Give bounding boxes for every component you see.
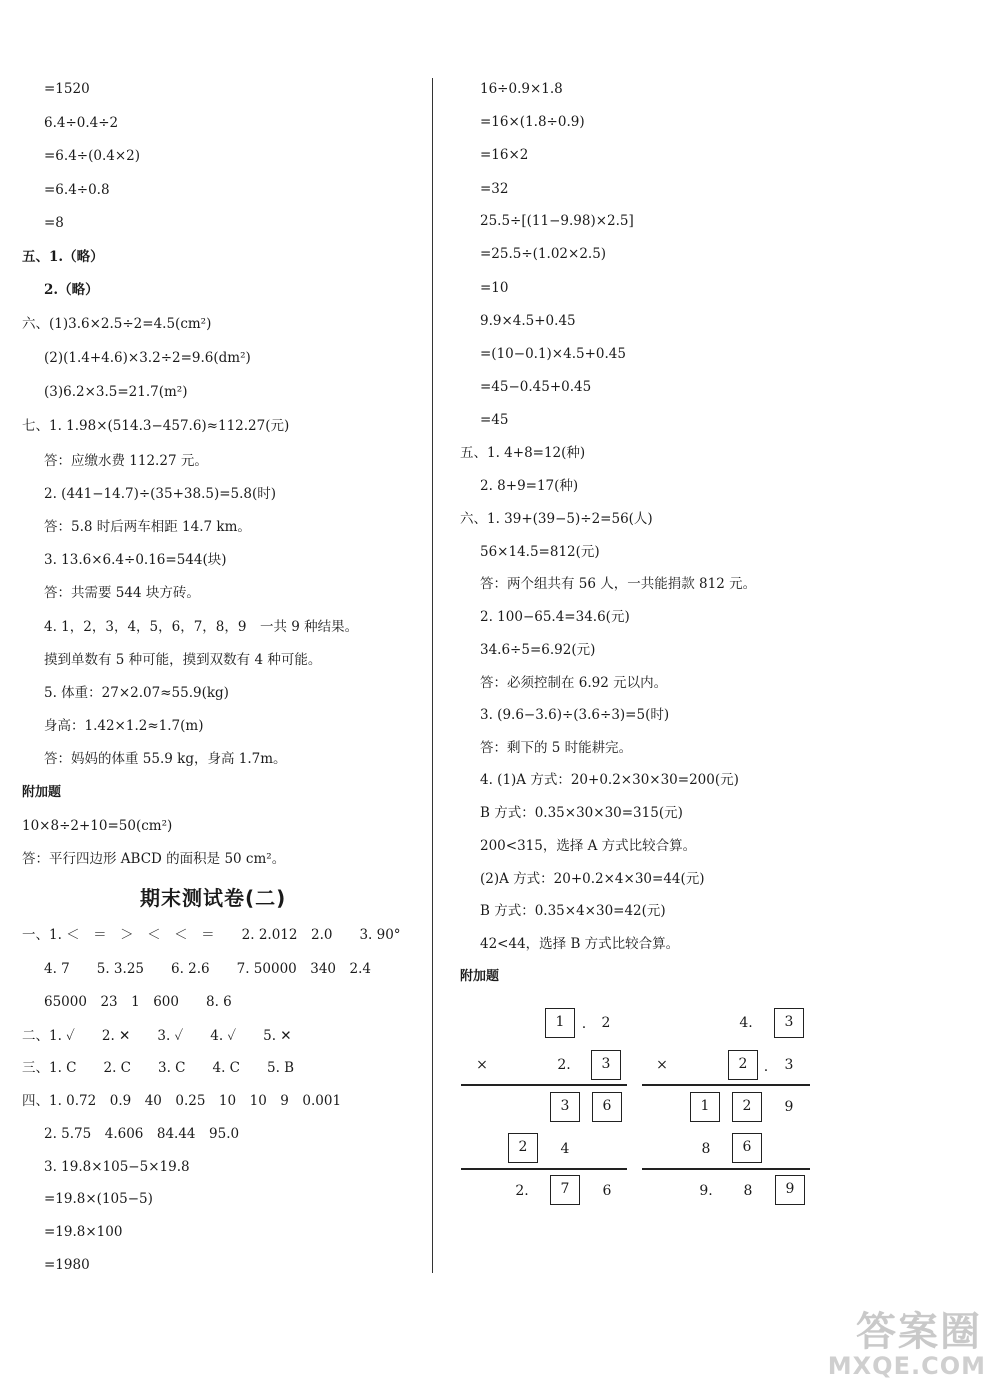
answer-line: 答：必须控制在 6.92 元以内。 xyxy=(480,675,668,691)
blank-box: 9 xyxy=(775,1175,805,1205)
part-4-line-5: =19.8×100 xyxy=(44,1224,123,1240)
section-5-item-2: 2.（略） xyxy=(44,282,99,298)
digit: 8 xyxy=(701,1141,711,1157)
section-6-item-1: 六、(1)3.6×2.5÷2=4.5(cm²) xyxy=(22,316,212,332)
part-3-line: 三、1. C 2. C 3. C 4. C 5. B xyxy=(22,1060,295,1076)
section-6-item-2: 2. 100−65.4=34.6(元) xyxy=(480,609,630,625)
text-line: =8 xyxy=(44,215,64,231)
text-line: =10 xyxy=(480,280,509,296)
answer-line: 答：平行四边形 ABCD 的面积是 50 cm²。 xyxy=(22,851,286,867)
digit: 9. xyxy=(699,1183,713,1199)
exam-title: 期末测试卷(二) xyxy=(140,886,287,910)
part-1-line-1: 一、1. ＜ ＝ ＞ ＜ ＜ ＝ 2. 2.012 2.0 3. 90° xyxy=(22,927,401,943)
part-4-line-3: 3. 19.8×105−5×19.8 xyxy=(44,1159,190,1175)
blank-box: 2 xyxy=(508,1133,538,1163)
rule-line xyxy=(642,1084,810,1086)
extra-question-heading: 附加题 xyxy=(460,969,500,984)
text-line: =25.5÷(1.02×2.5) xyxy=(480,246,607,262)
text-line: 摸到单数有 5 种可能，摸到双数有 4 种可能。 xyxy=(44,652,322,668)
section-6-item-2: (2)(1.4+4.6)×3.2÷2=9.6(dm²) xyxy=(44,350,251,366)
blank-box: 6 xyxy=(732,1133,762,1163)
text-line: =(10−0.1)×4.5+0.45 xyxy=(480,346,626,362)
digit: 3 xyxy=(784,1057,794,1073)
section-5-item-2: 2. 8+9=17(种) xyxy=(480,478,579,494)
blank-box: 1 xyxy=(545,1008,575,1038)
text-line: =6.4÷0.8 xyxy=(44,182,110,198)
part-4-line-1: 四、1. 0.72 0.9 40 0.25 10 10 9 0.001 xyxy=(22,1093,342,1109)
answer-line: 答：两个组共有 56 人，一共能捐款 812 元。 xyxy=(480,576,757,592)
section-5-item-1: 五、1. 4+8=12(种) xyxy=(460,445,586,461)
text-line: =45−0.45+0.45 xyxy=(480,379,592,395)
times-sign: × xyxy=(656,1057,668,1073)
column-divider xyxy=(432,78,433,1273)
text-line: 16÷0.9×1.8 xyxy=(480,81,563,97)
section-7-item-2: 2. (441−14.7)÷(35+38.5)=5.8(时) xyxy=(44,486,277,502)
section-6-item-1: 六、1. 39+(39−5)÷2=56(人) xyxy=(460,511,653,527)
section-7-item-4: 4. 1，2，3，4，5，6，7，8，9 一共 9 种结果。 xyxy=(44,619,359,635)
text-line: =1520 xyxy=(44,81,90,97)
blank-box: 1 xyxy=(690,1092,720,1122)
text-line: 9.9×4.5+0.45 xyxy=(480,313,576,329)
answer-line: 答：共需要 544 块方砖。 xyxy=(44,585,200,601)
answer-line: 答：妈妈的体重 55.9 kg，身高 1.7m。 xyxy=(44,751,287,767)
blank-box: 3 xyxy=(591,1050,621,1080)
text-line: B 方式：0.35×4×30=42(元) xyxy=(480,903,666,919)
digit: 8 xyxy=(743,1183,753,1199)
rule-line xyxy=(461,1084,627,1086)
text-line: 42<44，选择 B 方式比较合算。 xyxy=(480,936,680,952)
text-line: =32 xyxy=(480,181,509,197)
rule-line xyxy=(642,1168,810,1170)
section-6-item-4: 4. (1)A 方式：20+0.2×30×30=200(元) xyxy=(480,772,739,788)
part-4-line-4: =19.8×(105−5) xyxy=(44,1191,153,1207)
text-line: 10×8÷2+10=50(cm²) xyxy=(22,818,173,834)
rule-line xyxy=(461,1168,627,1170)
text-line: 25.5÷[(11−9.98)×2.5] xyxy=(480,213,634,229)
digit: 6 xyxy=(602,1183,612,1199)
blank-box: 7 xyxy=(550,1175,580,1205)
text-line: (2)A 方式：20+0.2×4×30=44(元) xyxy=(480,871,705,887)
section-5-item-1: 五、1.（略） xyxy=(22,249,104,265)
section-7-item-3: 3. 13.6×6.4÷0.16=544(块) xyxy=(44,552,227,568)
times-sign: × xyxy=(476,1057,488,1073)
answer-line: 答：5.8 时后两车相距 14.7 km。 xyxy=(44,519,251,535)
digit: 4 xyxy=(560,1141,570,1157)
text-line: =16×2 xyxy=(480,147,529,163)
watermark-text: 答案圈 xyxy=(856,1309,982,1355)
section-7-item-5: 5. 体重：27×2.07≈55.9(kg) xyxy=(44,685,229,701)
part-1-line-3: 65000 23 1 600 8. 6 xyxy=(44,994,232,1010)
watermark-url: MXQE.COM xyxy=(827,1352,986,1380)
part-1-line-2: 4. 7 5. 3.25 6. 2.6 7. 50000 340 2.4 xyxy=(44,961,371,977)
text-line: =6.4÷(0.4×2) xyxy=(44,148,140,164)
watermark-logo xyxy=(792,1300,992,1380)
text-line: B 方式：0.35×30×30=315(元) xyxy=(480,805,683,821)
digit: 2. xyxy=(515,1183,529,1199)
digit: 4. xyxy=(739,1015,753,1031)
blank-box: 6 xyxy=(592,1092,622,1122)
text-line: 34.6÷5=6.92(元) xyxy=(480,642,596,658)
answer-line: 答：应缴水费 112.27 元。 xyxy=(44,453,208,469)
digit: . xyxy=(763,1059,769,1075)
text-line: 6.4÷0.4÷2 xyxy=(44,115,119,131)
section-6-item-3: (3)6.2×3.5=21.7(m²) xyxy=(44,384,188,400)
blank-box: 3 xyxy=(550,1092,580,1122)
text-line: 身高：1.42×1.2≈1.7(m) xyxy=(44,718,204,734)
text-line: 56×14.5=812(元) xyxy=(480,544,600,560)
section-6-item-3: 3. (9.6−3.6)÷(3.6÷3)=5(时) xyxy=(480,707,670,723)
text-line: 200<315，选择 A 方式比较合算。 xyxy=(480,838,697,854)
digit: 2 xyxy=(601,1015,611,1031)
part-4-line-2: 2. 5.75 4.606 84.44 95.0 xyxy=(44,1126,240,1142)
part-4-line-6: =1980 xyxy=(44,1257,90,1273)
digit: . xyxy=(581,1016,587,1032)
digit: 9 xyxy=(784,1099,794,1115)
section-7-item-1: 七、1. 1.98×(514.3−457.6)≈112.27(元) xyxy=(22,418,290,434)
blank-box: 3 xyxy=(774,1008,804,1038)
answer-line: 答：剩下的 5 时能耕完。 xyxy=(480,740,633,756)
part-2-line: 二、1. ✓ 2. ✕ 3. ✓ 4. ✓ 5. ✕ xyxy=(22,1028,292,1044)
text-line: =16×(1.8÷0.9) xyxy=(480,114,585,130)
digit: 2. xyxy=(557,1057,571,1073)
extra-question-heading: 附加题 xyxy=(22,785,62,800)
blank-box: 2 xyxy=(728,1050,758,1080)
blank-box: 2 xyxy=(732,1092,762,1122)
text-line: =45 xyxy=(480,412,509,428)
